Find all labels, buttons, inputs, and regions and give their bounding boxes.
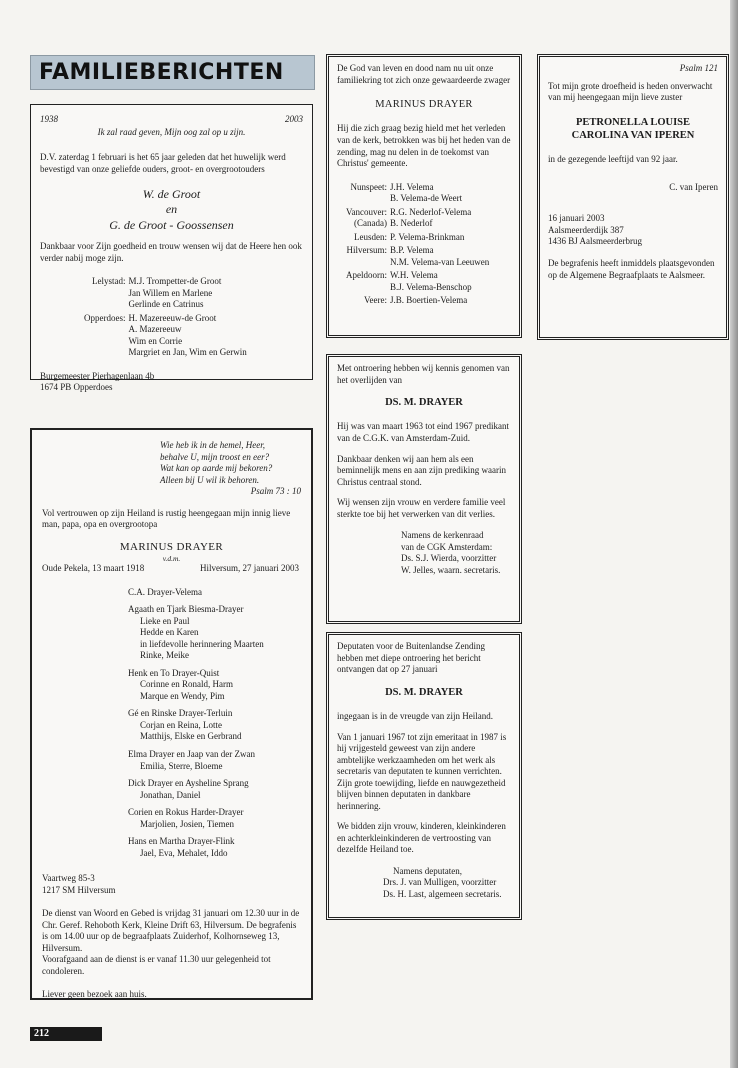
family-name: Corjan en Reina, Lotte	[140, 719, 222, 730]
council-paragraph: Dankbaar denken wij aan hem als een beminnelijk mens en aan zijn prediking waarin Christus centraal stond.	[337, 453, 506, 487]
anniversary-intro: D.V. zaterdag 1 februari is het 65 jaar geleden dat het huwelijk werd bevestigd van onze geliefde ouders, groot- en overgrootouders	[40, 152, 286, 174]
iperen-intro: Tot mijn grote droefheid is heden onverwacht van mij heengegaan mijn lieve zuster	[548, 80, 713, 103]
deputies-announcement	[326, 632, 522, 920]
deputies-paragraph: Van 1 januari 1967 tot zijn emeritaat in 1987 is hij vrijgesteld geweest van zijn andere ambtelijke werkzaamheden om het werk als secretaris van deputaten te kunnen verrichten. Zijn grote toewijding, liefde en nauwgezetheid blijven binnen deputaten in dankbare herinnering.	[337, 731, 507, 811]
family-name: Agaath en Tjark Biesma-Drayer	[128, 604, 244, 615]
drayer-sibling-announcement	[326, 54, 522, 338]
address-line: Burgemeester Pierhagenlaan 4b	[40, 370, 155, 381]
verse: Ik zal raad geven, Mijn oog zal op u zijn.	[97, 126, 246, 137]
family-name: in liefdevolle herinnering Maarten	[140, 638, 264, 649]
family-name: Elma Drayer en Jaap van der Zwan	[128, 748, 255, 759]
deputies-paragraph: ingegaan is in de vreugde van zijn Heiland.	[337, 710, 493, 721]
year-start: 1938	[40, 114, 58, 124]
poem-line: Wat kan op aarde mij bekoren?	[160, 463, 273, 474]
age-line: in de gezegende leeftijd van 92 jaar.	[548, 154, 678, 165]
visit-note: Liever geen bezoek aan huis.	[42, 989, 147, 1000]
signature-line: Drs. J. van Mulligen, voorzitter	[383, 877, 497, 888]
deputies-paragraph: We bidden zijn vrouw, kinderen, kleinkinderen en achterkleinkinderen de vertroosting van dezelfde Heiland toe.	[337, 821, 506, 855]
page-number: 212	[34, 1028, 49, 1039]
family-group	[128, 836, 301, 859]
family-name: Jan Willem en Marlene	[128, 287, 213, 298]
service-info: De dienst van Woord en Gebed is vrijdag 31 januari om 12.30 uur in de Chr. Geref. Rehoboth Kerk, Kleine Drift 63, Hilversum. De begrafenis is om 14.00 uur op de begraafplaats Zuiderhof, Kolhornseweg 13, Hilversum.	[42, 908, 300, 953]
family-name: J.H. Velema	[390, 181, 434, 192]
binding-edge	[730, 0, 738, 1068]
place-label: Opperdoes:	[84, 312, 126, 323]
family-name: B.P. Velema	[390, 245, 434, 256]
family-group	[128, 778, 301, 801]
family-name: Marjolien, Josien, Tiemen	[140, 818, 234, 829]
condolence-info: Voorafgaand aan de dienst is er vanaf 11.30 uur gelegenheid tot condoleren.	[42, 954, 271, 976]
sibling-intro: De God van leven en dood nam nu uit onze familiekring tot zich onze gewaardeerde zwager	[337, 63, 511, 85]
family-name: B.J. Velema-Benschop	[390, 281, 472, 292]
poem-line: behalve U, mijn troost en eer?	[160, 451, 270, 462]
family-group	[128, 749, 301, 772]
address-line: Vaartweg 85-3	[42, 873, 95, 884]
council-intro: Met ontroering hebben wij kennis genomen van het overlijden van	[337, 363, 510, 385]
family-row	[343, 207, 489, 232]
council-signature	[401, 530, 511, 576]
place-label: Leusden:	[354, 231, 387, 242]
burial-info: De begrafenis heeft inmiddels plaatsgevonden op de Algemene Begraafplaats te Aalsmeer.	[548, 258, 715, 280]
anniversary-announcement	[30, 104, 313, 393]
deputies-intro: Deputaten voor de Buitenlandse Zending hebben met diepe ontroering het bericht ontvangen dat op 27 januari	[337, 641, 485, 675]
family-list	[343, 182, 489, 309]
family-name: N.M. Velema-van Leeuwen	[390, 256, 490, 267]
family-name: Jonathan, Daniel	[140, 789, 201, 800]
place-label: Veere:	[364, 295, 387, 306]
deceased-name: CAROLINA VAN IPEREN	[571, 129, 695, 141]
family-name: J.B. Boertien-Velema	[390, 295, 468, 306]
family-group	[128, 708, 301, 743]
van-iperen-announcement	[537, 54, 729, 340]
family-group	[128, 604, 301, 662]
family-name: B. Nederlof	[390, 218, 433, 229]
address-line: 1217 SM Hilversum	[42, 884, 116, 895]
family-row	[343, 295, 489, 309]
family-name: Rinke, Meike	[140, 650, 189, 661]
church-council-announcement	[326, 354, 522, 624]
poem-line: Wie heb ik in de hemel, Heer,	[160, 440, 265, 450]
year-end: 2003	[285, 114, 303, 124]
family-list	[128, 587, 301, 859]
place-label: Hilversum:	[346, 245, 387, 256]
sibling-text: Hij die zich graag bezig hield met het verleden van de kerk, betrokken was bij het heden van de zending, mag nu delen in de toekomst van Christus' gemeente.	[337, 123, 511, 169]
family-list	[84, 276, 247, 361]
family-name: Jael, Eva, Mehalet, Iddo	[140, 847, 228, 858]
place-label: Apeldoorn:	[346, 270, 387, 281]
family-name: A. Mazereeuw	[128, 324, 182, 335]
family-row	[343, 182, 489, 207]
couple-name-2: G. de Groot - Goossensen	[109, 217, 234, 232]
signature-line: Namens de kerkenraad	[401, 530, 484, 541]
deceased-name: DS. M. DRAYER	[385, 686, 463, 698]
family-name: Hedde en Karen	[140, 627, 199, 638]
signature-line: Ds. H. Last, algemeen secretaris.	[383, 888, 502, 899]
page-number-bar	[30, 1027, 102, 1041]
drayer-family-announcement	[30, 428, 313, 1000]
family-name: M.J. Trompetter-de Groot	[128, 276, 222, 287]
family-name: Gé en Rinske Drayer-Terluin	[128, 708, 233, 719]
psalm-reference: Psalm 121	[679, 63, 718, 73]
signed-by: C. van Iperen	[669, 181, 718, 192]
council-paragraph: Hij was van maart 1963 tot eind 1967 predikant van de C.G.K. van Amsterdam-Zuid.	[337, 421, 509, 443]
family-group	[128, 587, 301, 599]
signature-line: Ds. S.J. Wierda, voorzitter	[401, 553, 497, 564]
family-name: Margriet en Jan, Wim en Gerwin	[128, 347, 247, 358]
family-name: Wim en Corrie	[128, 335, 183, 346]
family-name: Marque en Wendy, Pim	[140, 690, 225, 701]
drayer-intro: Vol vertrouwen op zijn Heiland is rustig heengegaan mijn innig lieve man, papa, opa en overgrootopa	[42, 507, 291, 530]
deceased-name: DS. M. DRAYER	[385, 397, 463, 409]
family-name: Corien en Rokus Harder-Drayer	[128, 807, 244, 818]
family-row	[343, 245, 489, 270]
place-label: Vancouver: (Canada)	[346, 206, 387, 229]
birth-info: Oude Pekela, 13 maart 1918	[42, 563, 145, 574]
family-name: Henk en To Drayer-Quist	[128, 667, 220, 678]
couple-and: en	[165, 202, 178, 217]
page-section-title: FAMILIEBERICHTEN	[39, 60, 284, 85]
anniversary-thanks: Dankbaar voor Zijn goedheid en trouw wensen wij dat de Heere hen ook verder nabij moge zijn.	[40, 241, 302, 263]
deceased-name: MARINUS DRAYER	[375, 99, 473, 111]
couple-name-1: W. de Groot	[142, 187, 201, 202]
family-name: P. Velema-Brinkman	[390, 231, 465, 242]
poem	[42, 440, 301, 498]
signature-line: W. Jelles, waarn. secretaris.	[401, 564, 501, 575]
psalm-reference: Psalm 73 : 10	[250, 486, 301, 497]
title-abbrev: v.d.m.	[162, 553, 181, 563]
deputies-signature	[383, 866, 511, 901]
address-line: 1674 PB Opperdoes	[40, 382, 113, 393]
date-line: 16 januari 2003	[548, 213, 605, 224]
family-group	[128, 668, 301, 703]
address-line: Aalsmeerderdijk 387	[548, 224, 624, 235]
family-name: R.G. Nederlof-Velema	[390, 206, 472, 217]
address-line: 1436 BJ Aalsmeerderbrug	[548, 236, 642, 247]
family-name: Corinne en Ronald, Harm	[140, 679, 233, 690]
family-row	[343, 232, 489, 246]
poem-line: Alleen bij U wil ik behoren.	[160, 474, 260, 485]
family-name: H. Mazereeuw-de Groot	[128, 312, 217, 323]
family-group	[128, 807, 301, 830]
family-name: Emilia, Sterre, Bloeme	[140, 760, 223, 771]
place-label: Nunspeet:	[350, 181, 387, 192]
signature-line: Namens deputaten,	[393, 865, 462, 876]
family-row	[84, 313, 247, 361]
header-banner	[30, 55, 315, 90]
deceased-name: MARINUS DRAYER	[119, 540, 224, 553]
council-paragraph: Wij wensen zijn vrouw en verdere familie veel sterkte toe bij het verwerken van dit verlies.	[337, 497, 506, 519]
deceased-name: PETRONELLA LOUISE	[575, 116, 691, 128]
family-name: B. Velema-de Weert	[390, 193, 463, 204]
family-name: Matthijs, Elske en Gerbrand	[140, 731, 242, 742]
family-name: Lieke en Paul	[140, 615, 190, 626]
family-name: C.A. Drayer-Velema	[128, 586, 203, 597]
signature-line: van de CGK Amsterdam:	[401, 541, 493, 552]
place-label: Lelystad:	[92, 276, 126, 287]
death-info: Hilversum, 27 januari 2003	[200, 563, 299, 574]
family-name: Gerlinde en Catrinus	[128, 299, 204, 310]
family-name: W.H. Velema	[390, 270, 438, 281]
family-name: Hans en Martha Drayer-Flink	[128, 836, 235, 847]
family-row	[84, 276, 247, 313]
family-name: Dick Drayer en Aysheline Sprang	[128, 778, 249, 789]
family-row	[343, 270, 489, 295]
